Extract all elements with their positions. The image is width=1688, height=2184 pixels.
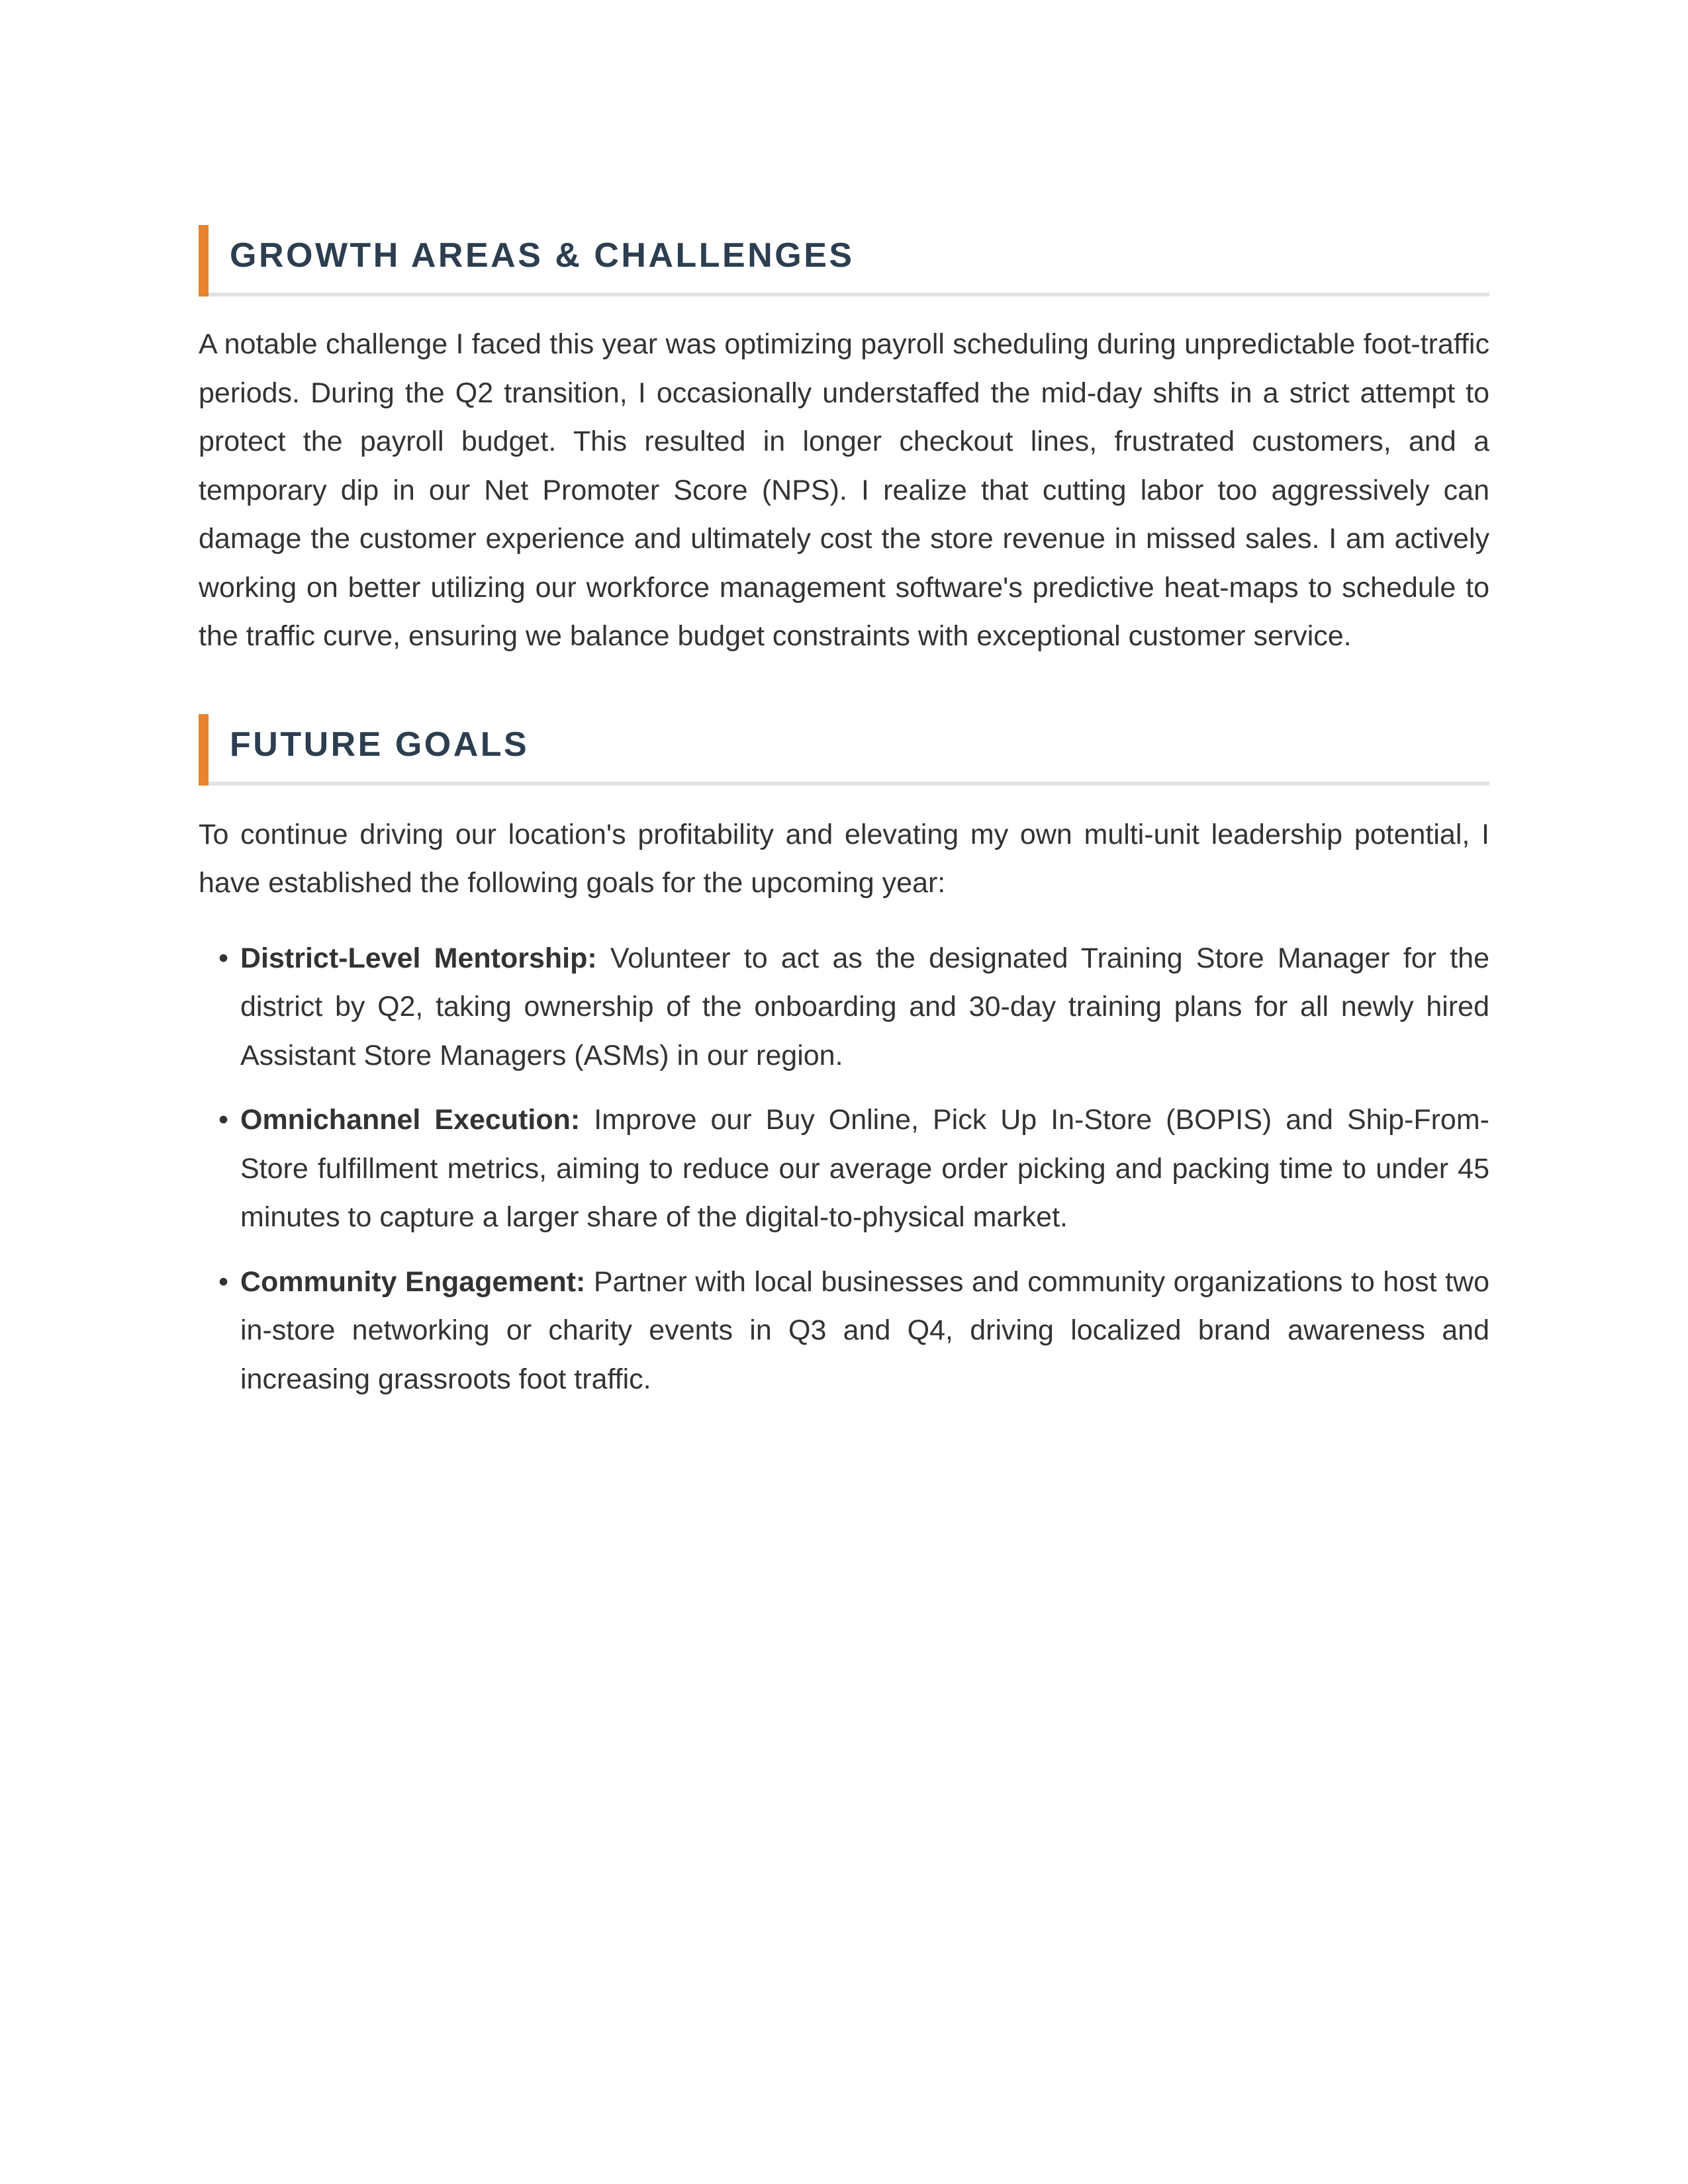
document-page: [199, 225, 1489, 1420]
goal-label: Omnichannel Execution:: [240, 1104, 594, 1136]
goal-label: Community Engagement:: [240, 1265, 594, 1298]
list-item: [199, 1096, 1489, 1242]
section-title: GROWTH AREAS & CHALLENGES: [230, 236, 855, 275]
goals-list: [199, 934, 1489, 1404]
list-item: [199, 1258, 1489, 1404]
goals-intro-paragraph: To continue driving our location's profitability and elevating my own multi-unit leadership potential, I have established the following goals for the upcoming year:: [199, 818, 1489, 899]
goal-text: Partner with local businesses and community organizations to host two in-store networking or charity events in Q3 and Q4, driving localized brand awareness and increasing grassroots foot traffic.: [240, 1265, 1489, 1395]
goal-label: District-Level Mentorship:: [240, 942, 610, 974]
section-title: FUTURE GOALS: [230, 725, 530, 764]
list-item: [199, 934, 1489, 1081]
bullet-icon: •: [218, 942, 229, 974]
goal-text: Volunteer to act as the designated Training Store Manager for the district by Q2, taking ownership of the onboarding and 30-day training plans for all newly hired Assistant Store Managers (ASMs) in our region.: [240, 942, 1489, 1071]
section-header-growth: [199, 225, 1489, 296]
section-header-future-goals: [199, 714, 1489, 786]
goal-text: Improve our Buy Online, Pick Up In-Store (BOPIS) and Ship-From-Store fulfillment metrics, aiming to reduce our average order picking and packing time to under 45 minutes to capture a larger share of the digital-to-physical market.: [240, 1104, 1489, 1233]
bullet-icon: •: [218, 1104, 229, 1136]
growth-paragraph: A notable challenge I faced this year was optimizing payroll scheduling during unpredictable foot-traffic periods. During the Q2 transition, I occasionally understaffed the mid-day shifts in a strict attempt to protect the payroll budget. This resulted in longer checkout lines, frustrated customers, and a temporary dip in our Net Promoter Score (NPS). I realize that cutting labor too aggressively can damage the customer experience and ultimately cost the store revenue in missed sales. I am actively working on better utilizing our workforce management software's predictive heat-maps to schedule to the traffic curve, ensuring we balance budget constraints with exceptional customer service.: [199, 328, 1489, 652]
bullet-icon: •: [218, 1265, 229, 1298]
